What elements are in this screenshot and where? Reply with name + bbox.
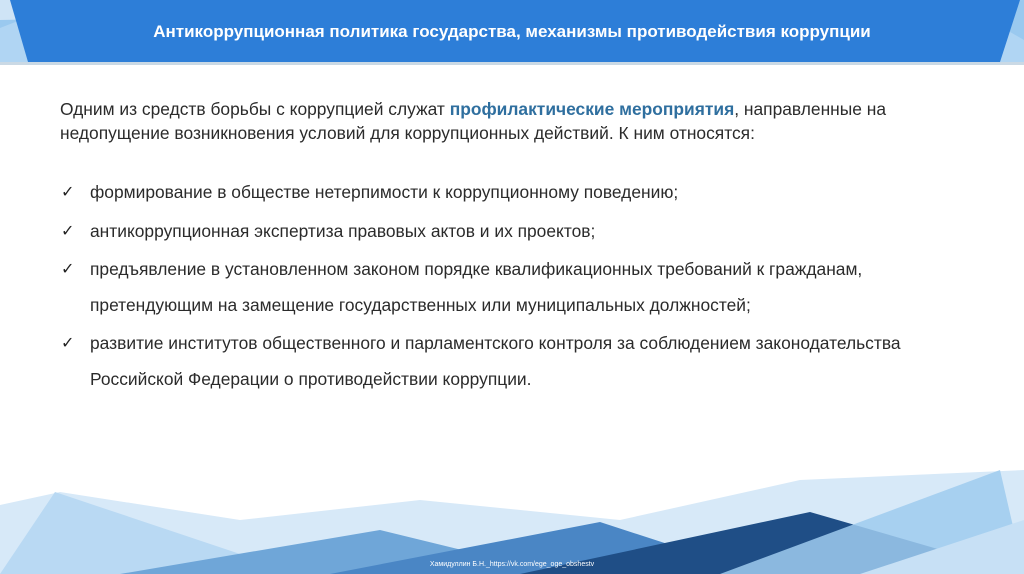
intro-paragraph — [60, 97, 980, 145]
bullet-text: развитие институтов общественного и парламентского контроля за соблюдением законодательства Российской Федерации о противодействии коррупции. — [90, 333, 901, 389]
list-item — [60, 326, 980, 397]
checkmark-icon: ✓ — [61, 335, 75, 352]
list-item — [60, 252, 980, 323]
checkmark-icon: ✓ — [61, 261, 75, 278]
title-bar — [0, 0, 1024, 65]
intro-text-start: Одним из средств борьбы с коррупцией служат — [60, 99, 450, 119]
bullet-text: предъявление в установленном законом порядке квалификационных требований к гражданам, претендующим на замещение государственных или муниципальных должностей; — [90, 259, 863, 315]
footer-credit: Хамидуллин Б.Н._https://vk.com/ege_oge_obshestv — [429, 561, 595, 568]
intro-highlight: профилактические мероприятия — [449, 99, 735, 119]
bullet-text: антикоррупционная экспертиза правовых актов и их проектов; — [90, 220, 596, 241]
list-item — [60, 175, 980, 211]
list-item — [60, 214, 980, 250]
bullet-text: формирование в обществе нетерпимости к коррупционному поведению; — [90, 182, 679, 202]
bullet-list — [60, 175, 980, 397]
slide-content — [60, 97, 980, 400]
intro-text-end: , направленные на недопущение возникновения условий для коррупционных действий. К ним относятся: — [60, 99, 887, 143]
checkmark-icon: ✓ — [61, 184, 75, 201]
checkmark-icon: ✓ — [61, 222, 75, 240]
slide-title: Антикоррупционная политика государства, механизмы противодействия коррупции — [153, 21, 871, 41]
